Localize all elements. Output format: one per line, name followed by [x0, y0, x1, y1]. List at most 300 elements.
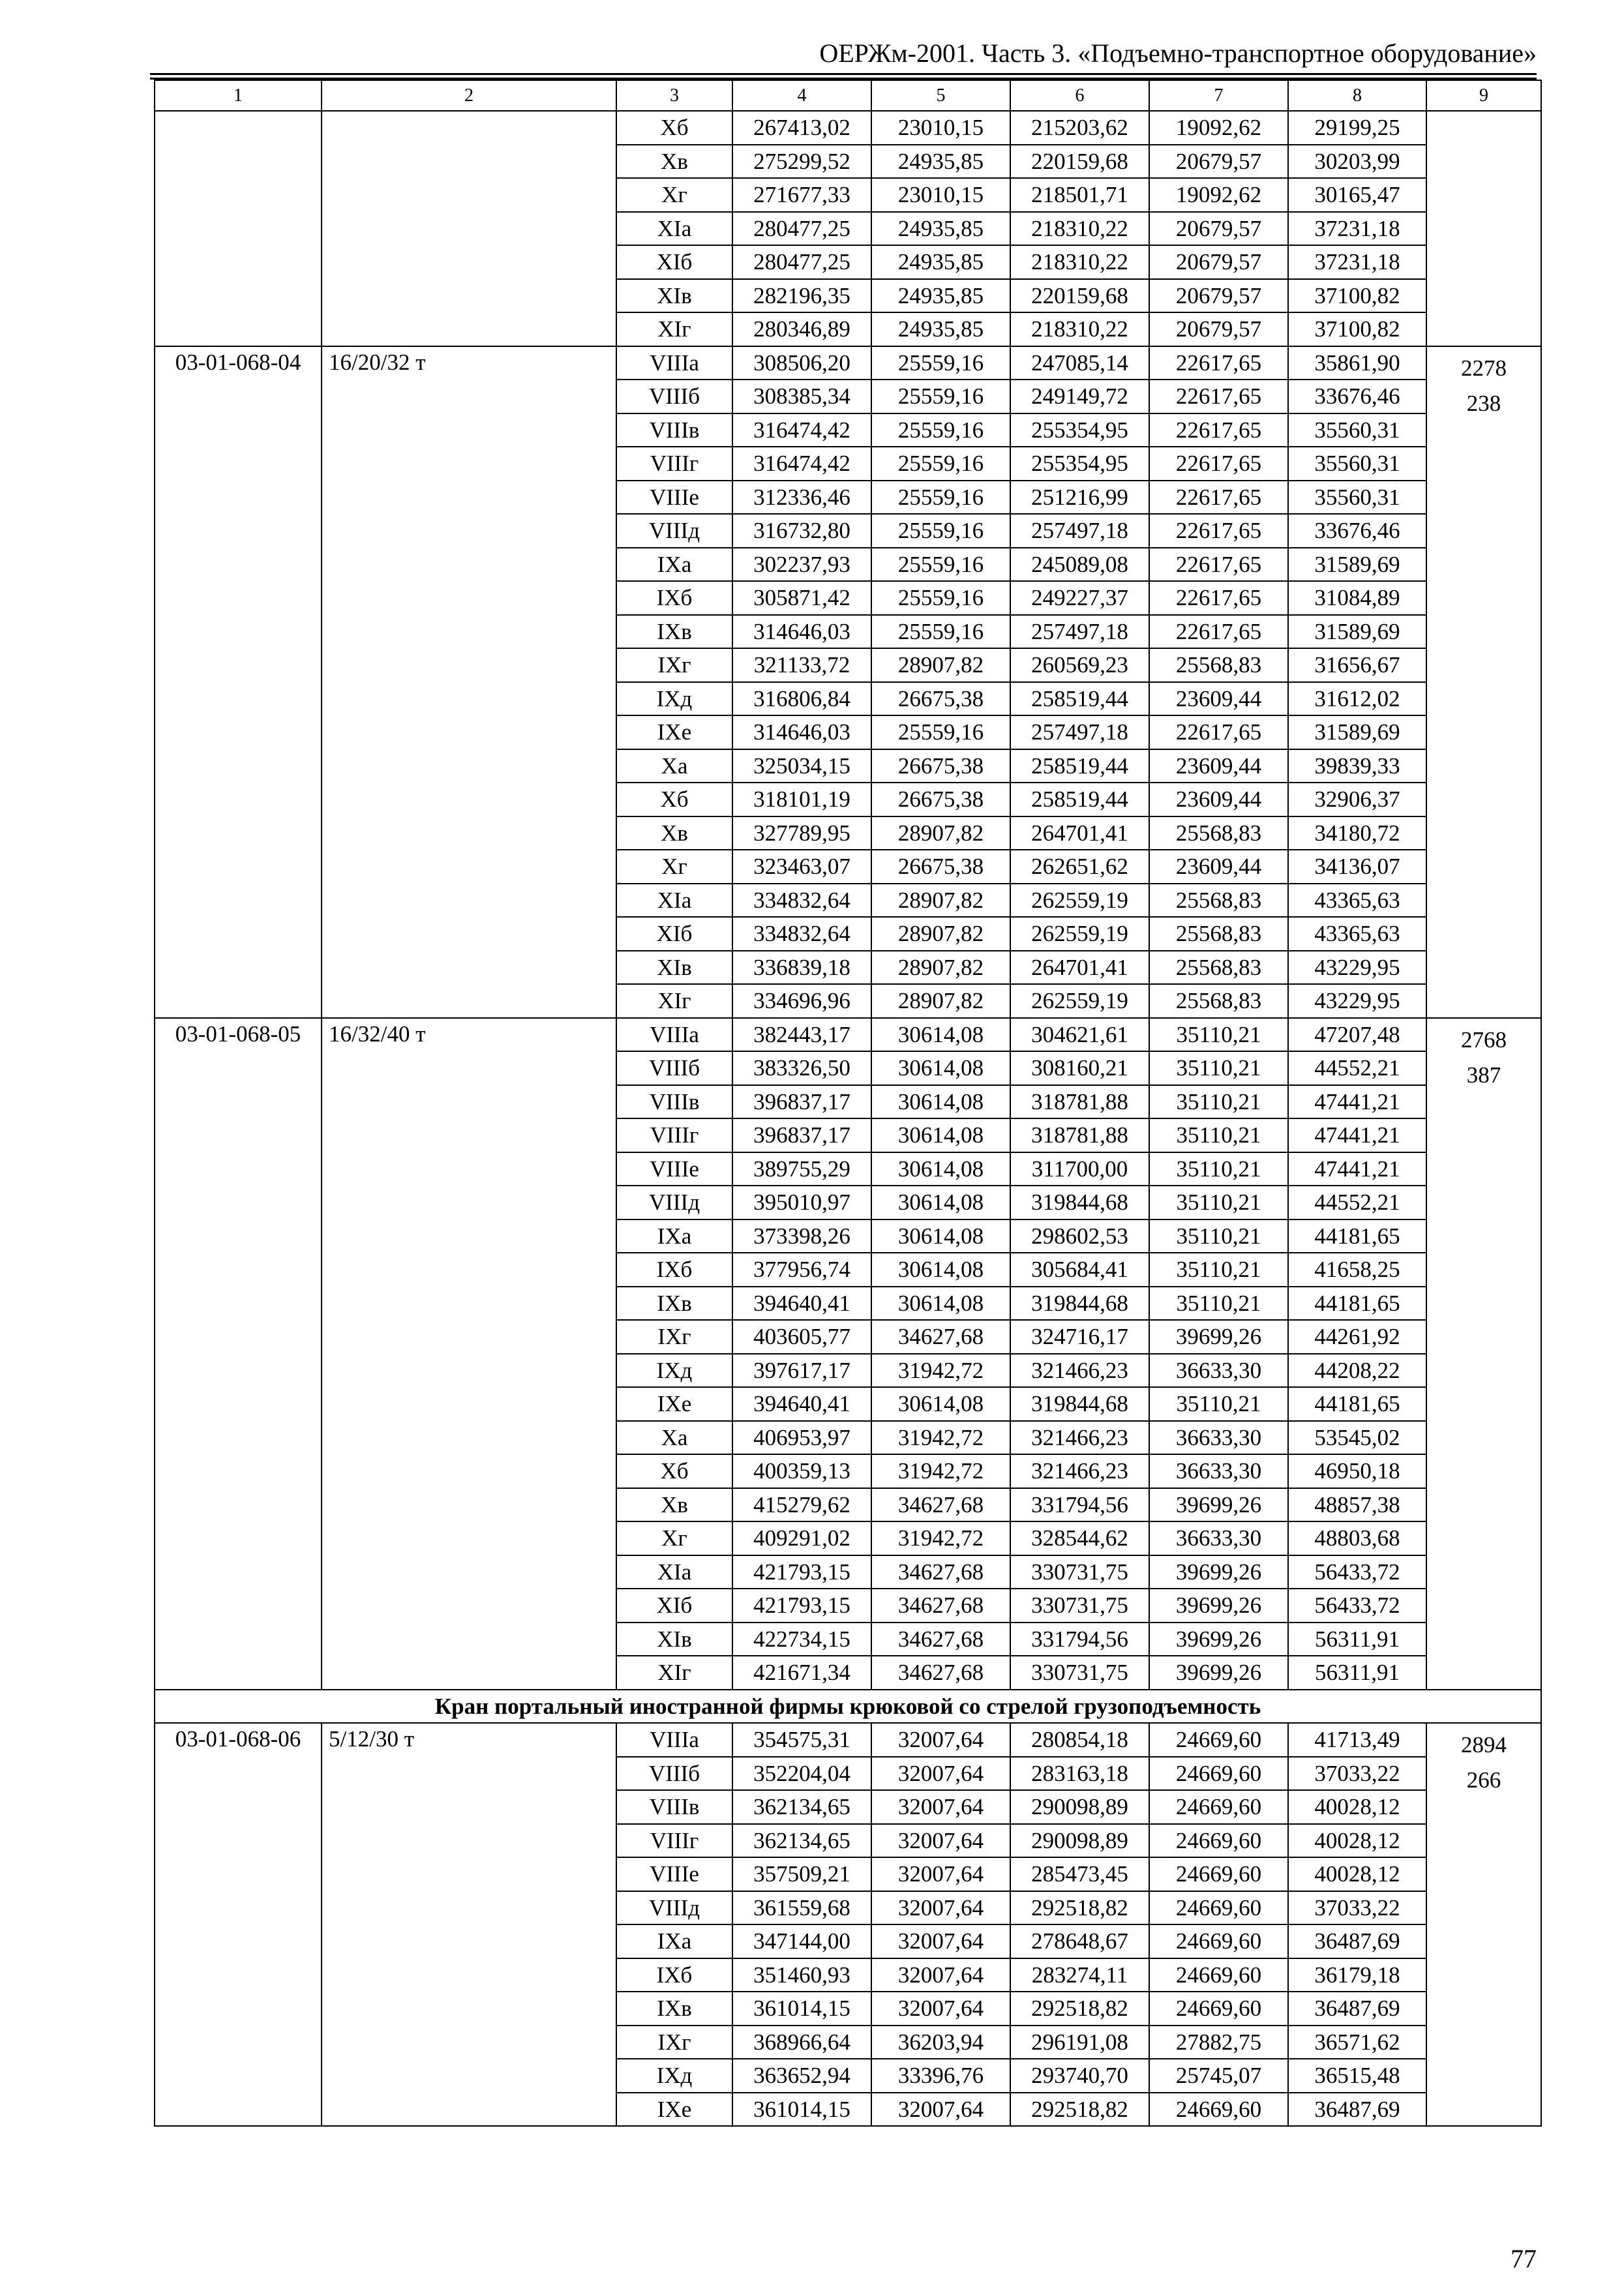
- wind-zone-cell: Xб: [616, 111, 732, 145]
- operator-wage-cell: 20679,57: [1149, 145, 1288, 179]
- page-header: ОЕРЖм-2001. Часть 3. «Подъемно-транспортное оборудование»: [819, 38, 1537, 68]
- labor-cost-cell: 24935,85: [871, 279, 1010, 313]
- labor-cost-cell: 32007,64: [871, 1924, 1010, 1958]
- wind-zone-cell: Xг: [616, 1521, 732, 1555]
- operator-wage-cell: 24669,60: [1149, 1992, 1288, 2026]
- total-cost-cell: 400359,13: [732, 1454, 871, 1488]
- operator-wage-cell: 36633,30: [1149, 1454, 1288, 1488]
- operator-wage-cell: 23609,44: [1149, 850, 1288, 884]
- materials-cost-cell: 44552,21: [1288, 1051, 1426, 1085]
- materials-cost-cell: 30203,99: [1288, 145, 1426, 179]
- operator-wage-cell: 35110,21: [1149, 1152, 1288, 1186]
- total-cost-cell: 394640,41: [732, 1287, 871, 1321]
- item-capacity: [322, 111, 616, 346]
- operator-wage-cell: 35110,21: [1149, 1387, 1288, 1421]
- machine-cost-cell: 319844,68: [1010, 1287, 1149, 1321]
- materials-cost-cell: 33676,46: [1288, 380, 1426, 413]
- materials-cost-cell: 37033,22: [1288, 1891, 1426, 1925]
- page-number: 77: [1511, 2244, 1537, 2273]
- total-cost-cell: 361014,15: [732, 2093, 871, 2127]
- total-cost-cell: 334832,64: [732, 884, 871, 918]
- machine-cost-cell: 330731,75: [1010, 1656, 1149, 1690]
- column-number: 4: [732, 80, 871, 111]
- materials-cost-cell: 46950,18: [1288, 1454, 1426, 1488]
- operator-wage-cell: 35110,21: [1149, 1253, 1288, 1287]
- machine-cost-cell: 278648,67: [1010, 1924, 1149, 1958]
- column-number: 7: [1149, 80, 1288, 111]
- operator-wage-cell: 24669,60: [1149, 1857, 1288, 1891]
- labor-cost-cell: 25559,16: [871, 481, 1010, 515]
- machine-cost-cell: 262559,19: [1010, 917, 1149, 951]
- labor-cost-cell: 34627,68: [871, 1488, 1010, 1522]
- labor-cost-cell: 28907,82: [871, 917, 1010, 951]
- total-cost-cell: 267413,02: [732, 111, 871, 145]
- total-cost-cell: 394640,41: [732, 1387, 871, 1421]
- total-cost-cell: 336839,18: [732, 951, 871, 985]
- labor-cost-cell: 36203,94: [871, 2026, 1010, 2059]
- operator-wage-cell: 24669,60: [1149, 1723, 1288, 1757]
- total-cost-cell: 314646,03: [732, 715, 871, 749]
- machine-cost-cell: 249227,37: [1010, 581, 1149, 615]
- total-cost-cell: 354575,31: [732, 1723, 871, 1757]
- total-cost-cell: 316732,80: [732, 514, 871, 548]
- labor-hours-cell: [1426, 111, 1541, 346]
- wind-zone-cell: XIг: [616, 1656, 732, 1690]
- labor-cost-cell: 30614,08: [871, 1287, 1010, 1321]
- wind-zone-cell: IXе: [616, 1387, 732, 1421]
- labor-cost-cell: 33396,76: [871, 2059, 1010, 2093]
- machine-cost-cell: 249149,72: [1010, 380, 1149, 413]
- total-cost-cell: 271677,33: [732, 178, 871, 212]
- machine-cost-cell: 262559,19: [1010, 984, 1149, 1018]
- materials-cost-cell: 35560,31: [1288, 413, 1426, 447]
- labor-cost-cell: 32007,64: [871, 1891, 1010, 1925]
- labor-cost-cell: 26675,38: [871, 682, 1010, 716]
- operator-wage-cell: 22617,65: [1149, 715, 1288, 749]
- operator-wage-cell: 20679,57: [1149, 212, 1288, 246]
- wind-zone-cell: Xв: [616, 145, 732, 179]
- labor-hours-cell: [1426, 1018, 1541, 1690]
- wind-zone-cell: XIг: [616, 312, 732, 346]
- operator-wage-cell: 24669,60: [1149, 1891, 1288, 1925]
- machine-cost-cell: 331794,56: [1010, 1623, 1149, 1656]
- machine-cost-cell: 330731,75: [1010, 1555, 1149, 1589]
- operator-wage-cell: 24669,60: [1149, 1924, 1288, 1958]
- total-cost-cell: 316806,84: [732, 682, 871, 716]
- machine-cost-cell: 218310,22: [1010, 312, 1149, 346]
- operator-wage-cell: 19092,62: [1149, 111, 1288, 145]
- labor-cost-cell: 30614,08: [871, 1186, 1010, 1219]
- operator-wage-cell: 20679,57: [1149, 245, 1288, 279]
- operator-wage-cell: 25568,83: [1149, 648, 1288, 682]
- wind-zone-cell: IXг: [616, 648, 732, 682]
- operator-wage-cell: 35110,21: [1149, 1018, 1288, 1052]
- wind-zone-cell: IXг: [616, 1320, 732, 1354]
- materials-cost-cell: 37231,18: [1288, 212, 1426, 246]
- materials-cost-cell: 29199,25: [1288, 111, 1426, 145]
- machine-cost-cell: 292518,82: [1010, 2093, 1149, 2127]
- wind-zone-cell: VIIIе: [616, 1857, 732, 1891]
- machine-cost-cell: 331794,56: [1010, 1488, 1149, 1522]
- materials-cost-cell: 44181,65: [1288, 1219, 1426, 1253]
- operator-wage-cell: 23609,44: [1149, 783, 1288, 816]
- total-cost-cell: 314646,03: [732, 615, 871, 649]
- machine-cost-cell: 318781,88: [1010, 1118, 1149, 1152]
- wind-zone-cell: VIIIв: [616, 413, 732, 447]
- machine-cost-cell: 321466,23: [1010, 1354, 1149, 1388]
- labor-hours-value: 387: [1466, 1062, 1501, 1088]
- operator-wage-cell: 36633,30: [1149, 1421, 1288, 1455]
- total-cost-cell: 396837,17: [732, 1118, 871, 1152]
- machine-cost-cell: 257497,18: [1010, 514, 1149, 548]
- labor-cost-cell: 34627,68: [871, 1555, 1010, 1589]
- total-cost-cell: 383326,50: [732, 1051, 871, 1085]
- wind-zone-cell: VIIIа: [616, 346, 732, 380]
- column-number: 3: [616, 80, 732, 111]
- operator-wage-cell: 25568,83: [1149, 984, 1288, 1018]
- wind-zone-cell: XIб: [616, 917, 732, 951]
- operator-wage-cell: 39699,26: [1149, 1555, 1288, 1589]
- operator-wage-cell: 39699,26: [1149, 1623, 1288, 1656]
- machine-cost-cell: 220159,68: [1010, 279, 1149, 313]
- total-cost-cell: 421793,15: [732, 1589, 871, 1623]
- wind-zone-cell: IXг: [616, 2026, 732, 2059]
- labor-cost-cell: 31942,72: [871, 1521, 1010, 1555]
- labor-cost-cell: 30614,08: [871, 1051, 1010, 1085]
- materials-cost-cell: 34136,07: [1288, 850, 1426, 884]
- materials-cost-cell: 31589,69: [1288, 615, 1426, 649]
- labor-cost-cell: 30614,08: [871, 1387, 1010, 1421]
- column-number: 6: [1010, 80, 1149, 111]
- materials-cost-cell: 37100,82: [1288, 279, 1426, 313]
- wind-zone-cell: VIIIа: [616, 1723, 732, 1757]
- machine-cost-cell: 290098,89: [1010, 1824, 1149, 1858]
- labor-cost-cell: 30614,08: [871, 1219, 1010, 1253]
- total-cost-cell: 334832,64: [732, 917, 871, 951]
- operator-wage-cell: 24669,60: [1149, 2093, 1288, 2127]
- materials-cost-cell: 37033,22: [1288, 1757, 1426, 1791]
- total-cost-cell: 316474,42: [732, 447, 871, 481]
- materials-cost-cell: 44552,21: [1288, 1186, 1426, 1219]
- labor-cost-cell: 24935,85: [871, 145, 1010, 179]
- materials-cost-cell: 44181,65: [1288, 1287, 1426, 1321]
- machine-cost-cell: 245089,08: [1010, 548, 1149, 582]
- wind-zone-cell: XIв: [616, 1623, 732, 1656]
- labor-hours-cell: [1426, 1723, 1541, 2126]
- labor-cost-cell: 30614,08: [871, 1253, 1010, 1287]
- table-row: [155, 346, 1541, 380]
- materials-cost-cell: 47207,48: [1288, 1018, 1426, 1052]
- materials-cost-cell: 44261,92: [1288, 1320, 1426, 1354]
- item-capacity: 16/20/32 т: [322, 346, 616, 1018]
- price-table: [154, 80, 1542, 2127]
- wind-zone-cell: Xа: [616, 1421, 732, 1455]
- materials-cost-cell: 56311,91: [1288, 1656, 1426, 1690]
- machine-cost-cell: 296191,08: [1010, 2026, 1149, 2059]
- wind-zone-cell: VIIIг: [616, 447, 732, 481]
- total-cost-cell: 275299,52: [732, 145, 871, 179]
- labor-cost-cell: 23010,15: [871, 111, 1010, 145]
- materials-cost-cell: 44181,65: [1288, 1387, 1426, 1421]
- labor-cost-cell: 25559,16: [871, 715, 1010, 749]
- wind-zone-cell: XIа: [616, 1555, 732, 1589]
- labor-hours-value: 2894: [1461, 1732, 1507, 1758]
- materials-cost-cell: 30165,47: [1288, 178, 1426, 212]
- wind-zone-cell: XIа: [616, 884, 732, 918]
- wind-zone-cell: VIIIд: [616, 514, 732, 548]
- operator-wage-cell: 24669,60: [1149, 1958, 1288, 1992]
- labor-cost-cell: 31942,72: [871, 1454, 1010, 1488]
- operator-wage-cell: 22617,65: [1149, 413, 1288, 447]
- materials-cost-cell: 41713,49: [1288, 1723, 1426, 1757]
- labor-cost-cell: 32007,64: [871, 1992, 1010, 2026]
- materials-cost-cell: 37100,82: [1288, 312, 1426, 346]
- machine-cost-cell: 218310,22: [1010, 212, 1149, 246]
- materials-cost-cell: 36487,69: [1288, 1924, 1426, 1958]
- operator-wage-cell: 22617,65: [1149, 481, 1288, 515]
- wind-zone-cell: IXб: [616, 1958, 732, 1992]
- labor-cost-cell: 23010,15: [871, 178, 1010, 212]
- total-cost-cell: 397617,17: [732, 1354, 871, 1388]
- materials-cost-cell: 31656,67: [1288, 648, 1426, 682]
- materials-cost-cell: 36515,48: [1288, 2059, 1426, 2093]
- labor-hours-value: 2278: [1461, 355, 1507, 381]
- materials-cost-cell: 31612,02: [1288, 682, 1426, 716]
- total-cost-cell: 357509,21: [732, 1857, 871, 1891]
- total-cost-cell: 368966,64: [732, 2026, 871, 2059]
- wind-zone-cell: VIIIг: [616, 1824, 732, 1858]
- materials-cost-cell: 53545,02: [1288, 1421, 1426, 1455]
- total-cost-cell: 280477,25: [732, 245, 871, 279]
- machine-cost-cell: 262651,62: [1010, 850, 1149, 884]
- wind-zone-cell: IXд: [616, 682, 732, 716]
- labor-cost-cell: 26675,38: [871, 749, 1010, 783]
- operator-wage-cell: 20679,57: [1149, 312, 1288, 346]
- operator-wage-cell: 39699,26: [1149, 1656, 1288, 1690]
- machine-cost-cell: 218501,71: [1010, 178, 1149, 212]
- column-number: 2: [322, 80, 616, 111]
- machine-cost-cell: 258519,44: [1010, 682, 1149, 716]
- labor-hours-cell: [1426, 346, 1541, 1018]
- machine-cost-cell: 283163,18: [1010, 1757, 1149, 1791]
- total-cost-cell: 352204,04: [732, 1757, 871, 1791]
- labor-cost-cell: 28907,82: [871, 816, 1010, 850]
- total-cost-cell: 396837,17: [732, 1085, 871, 1119]
- total-cost-cell: 308385,34: [732, 380, 871, 413]
- machine-cost-cell: 260569,23: [1010, 648, 1149, 682]
- total-cost-cell: 363652,94: [732, 2059, 871, 2093]
- materials-cost-cell: 56433,72: [1288, 1555, 1426, 1589]
- machine-cost-cell: 280854,18: [1010, 1723, 1149, 1757]
- labor-cost-cell: 25559,16: [871, 548, 1010, 582]
- labor-hours-value: 2768: [1461, 1026, 1507, 1053]
- total-cost-cell: 302237,93: [732, 548, 871, 582]
- total-cost-cell: 308506,20: [732, 346, 871, 380]
- wind-zone-cell: XIб: [616, 245, 732, 279]
- total-cost-cell: 325034,15: [732, 749, 871, 783]
- materials-cost-cell: 40028,12: [1288, 1857, 1426, 1891]
- column-number-row: [155, 80, 1541, 111]
- total-cost-cell: 422734,15: [732, 1623, 871, 1656]
- labor-cost-cell: 25559,16: [871, 514, 1010, 548]
- total-cost-cell: 321133,72: [732, 648, 871, 682]
- total-cost-cell: 312336,46: [732, 481, 871, 515]
- labor-hours-value: 238: [1466, 390, 1501, 416]
- machine-cost-cell: 290098,89: [1010, 1790, 1149, 1824]
- labor-cost-cell: 25559,16: [871, 346, 1010, 380]
- materials-cost-cell: 56433,72: [1288, 1589, 1426, 1623]
- materials-cost-cell: 40028,12: [1288, 1790, 1426, 1824]
- labor-cost-cell: 25559,16: [871, 413, 1010, 447]
- section-title: Кран портальный иностранной фирмы крюковой со стрелой грузоподъемность: [155, 1690, 1541, 1724]
- materials-cost-cell: 41658,25: [1288, 1253, 1426, 1287]
- total-cost-cell: 362134,65: [732, 1790, 871, 1824]
- wind-zone-cell: Xг: [616, 850, 732, 884]
- materials-cost-cell: 47441,21: [1288, 1152, 1426, 1186]
- item-code: 03-01-068-06: [155, 1723, 322, 2126]
- labor-cost-cell: 28907,82: [871, 984, 1010, 1018]
- item-code: [155, 111, 322, 346]
- labor-cost-cell: 34627,68: [871, 1623, 1010, 1656]
- table-row: [155, 111, 1541, 145]
- wind-zone-cell: VIIIг: [616, 1118, 732, 1152]
- wind-zone-cell: Xг: [616, 178, 732, 212]
- total-cost-cell: 361014,15: [732, 1992, 871, 2026]
- materials-cost-cell: 39839,33: [1288, 749, 1426, 783]
- machine-cost-cell: 251216,99: [1010, 481, 1149, 515]
- operator-wage-cell: 39699,26: [1149, 1320, 1288, 1354]
- wind-zone-cell: XIг: [616, 984, 732, 1018]
- labor-cost-cell: 25559,16: [871, 380, 1010, 413]
- total-cost-cell: 316474,42: [732, 413, 871, 447]
- machine-cost-cell: 328544,62: [1010, 1521, 1149, 1555]
- column-number: 8: [1288, 80, 1426, 111]
- total-cost-cell: 334696,96: [732, 984, 871, 1018]
- wind-zone-cell: XIб: [616, 1589, 732, 1623]
- operator-wage-cell: 36633,30: [1149, 1521, 1288, 1555]
- labor-cost-cell: 25559,16: [871, 581, 1010, 615]
- materials-cost-cell: 31084,89: [1288, 581, 1426, 615]
- labor-cost-cell: 32007,64: [871, 2093, 1010, 2127]
- section-header-row: [155, 1690, 1541, 1724]
- wind-zone-cell: VIIIе: [616, 481, 732, 515]
- materials-cost-cell: 43229,95: [1288, 951, 1426, 985]
- item-code: 03-01-068-04: [155, 346, 322, 1018]
- wind-zone-cell: XIв: [616, 951, 732, 985]
- operator-wage-cell: 35110,21: [1149, 1051, 1288, 1085]
- machine-cost-cell: 258519,44: [1010, 783, 1149, 816]
- wind-zone-cell: IXв: [616, 615, 732, 649]
- labor-cost-cell: 26675,38: [871, 783, 1010, 816]
- total-cost-cell: 305871,42: [732, 581, 871, 615]
- operator-wage-cell: 35110,21: [1149, 1186, 1288, 1219]
- labor-cost-cell: 32007,64: [871, 1958, 1010, 1992]
- materials-cost-cell: 34180,72: [1288, 816, 1426, 850]
- operator-wage-cell: 25745,07: [1149, 2059, 1288, 2093]
- column-number: 5: [871, 80, 1010, 111]
- total-cost-cell: 362134,65: [732, 1824, 871, 1858]
- operator-wage-cell: 35110,21: [1149, 1287, 1288, 1321]
- operator-wage-cell: 39699,26: [1149, 1589, 1288, 1623]
- total-cost-cell: 280346,89: [732, 312, 871, 346]
- column-number: 9: [1426, 80, 1541, 111]
- total-cost-cell: 347144,00: [732, 1924, 871, 1958]
- materials-cost-cell: 36487,69: [1288, 1992, 1426, 2026]
- operator-wage-cell: 20679,57: [1149, 279, 1288, 313]
- operator-wage-cell: 19092,62: [1149, 178, 1288, 212]
- machine-cost-cell: 264701,41: [1010, 816, 1149, 850]
- machine-cost-cell: 321466,23: [1010, 1454, 1149, 1488]
- wind-zone-cell: IXе: [616, 715, 732, 749]
- wind-zone-cell: VIIIд: [616, 1891, 732, 1925]
- table-row: [155, 1018, 1541, 1052]
- materials-cost-cell: 44208,22: [1288, 1354, 1426, 1388]
- total-cost-cell: 421671,34: [732, 1656, 871, 1690]
- wind-zone-cell: VIIIв: [616, 1790, 732, 1824]
- machine-cost-cell: 324716,17: [1010, 1320, 1149, 1354]
- machine-cost-cell: 321466,23: [1010, 1421, 1149, 1455]
- operator-wage-cell: 22617,65: [1149, 548, 1288, 582]
- operator-wage-cell: 39699,26: [1149, 1488, 1288, 1522]
- labor-cost-cell: 30614,08: [871, 1085, 1010, 1119]
- materials-cost-cell: 33676,46: [1288, 514, 1426, 548]
- item-capacity: 16/32/40 т: [322, 1018, 616, 1690]
- wind-zone-cell: Xа: [616, 749, 732, 783]
- machine-cost-cell: 264701,41: [1010, 951, 1149, 985]
- wind-zone-cell: IXв: [616, 1992, 732, 2026]
- labor-cost-cell: 31942,72: [871, 1421, 1010, 1455]
- total-cost-cell: 327789,95: [732, 816, 871, 850]
- materials-cost-cell: 43229,95: [1288, 984, 1426, 1018]
- operator-wage-cell: 25568,83: [1149, 816, 1288, 850]
- total-cost-cell: 282196,35: [732, 279, 871, 313]
- machine-cost-cell: 293740,70: [1010, 2059, 1149, 2093]
- wind-zone-cell: VIIIб: [616, 1051, 732, 1085]
- operator-wage-cell: 35110,21: [1149, 1118, 1288, 1152]
- wind-zone-cell: IXе: [616, 2093, 732, 2127]
- table-body: [155, 80, 1541, 2126]
- labor-cost-cell: 31942,72: [871, 1354, 1010, 1388]
- materials-cost-cell: 48857,38: [1288, 1488, 1426, 1522]
- wind-zone-cell: IXа: [616, 1924, 732, 1958]
- machine-cost-cell: 311700,00: [1010, 1152, 1149, 1186]
- labor-cost-cell: 30614,08: [871, 1152, 1010, 1186]
- total-cost-cell: 382443,17: [732, 1018, 871, 1052]
- wind-zone-cell: Xб: [616, 783, 732, 816]
- machine-cost-cell: 304621,61: [1010, 1018, 1149, 1052]
- total-cost-cell: 403605,77: [732, 1320, 871, 1354]
- machine-cost-cell: 215203,62: [1010, 111, 1149, 145]
- total-cost-cell: 421793,15: [732, 1555, 871, 1589]
- operator-wage-cell: 25568,83: [1149, 884, 1288, 918]
- machine-cost-cell: 283274,11: [1010, 1958, 1149, 1992]
- machine-cost-cell: 258519,44: [1010, 749, 1149, 783]
- wind-zone-cell: IXд: [616, 1354, 732, 1388]
- materials-cost-cell: 36179,18: [1288, 1958, 1426, 1992]
- wind-zone-cell: XIа: [616, 212, 732, 246]
- operator-wage-cell: 24669,60: [1149, 1790, 1288, 1824]
- wind-zone-cell: Xб: [616, 1454, 732, 1488]
- materials-cost-cell: 31589,69: [1288, 548, 1426, 582]
- materials-cost-cell: 43365,63: [1288, 884, 1426, 918]
- labor-cost-cell: 34627,68: [871, 1320, 1010, 1354]
- total-cost-cell: 361559,68: [732, 1891, 871, 1925]
- materials-cost-cell: 35560,31: [1288, 447, 1426, 481]
- operator-wage-cell: 22617,65: [1149, 380, 1288, 413]
- operator-wage-cell: 22617,65: [1149, 514, 1288, 548]
- labor-cost-cell: 34627,68: [871, 1656, 1010, 1690]
- materials-cost-cell: 40028,12: [1288, 1824, 1426, 1858]
